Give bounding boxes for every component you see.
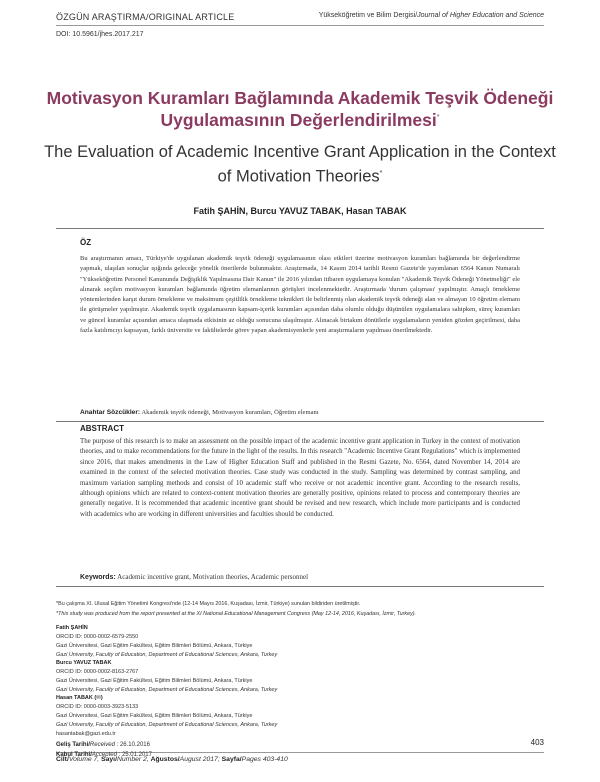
title-english: The Evaluation of Academic Incentive Grant Application in the Context of Motivation Theories*	[44, 143, 556, 186]
abstract-en-heading: ABSTRACT	[80, 424, 124, 433]
affiliation-author-1: Fatih ŞAHİN ORCID ID: 0000-0002-6579-2550 Gazi Üniversitesi, Gazi Eğitim Fakültesi, Eğitim Bilimleri Bölümü, Ankara, Türkiye Gazi University, Faculty of Education, Department of Educational Sciences, Ankara, Turkey	[56, 625, 278, 658]
abstract-en-body: The purpose of this research is to make an assessment on the possible impact of the academic incentive grant application in Turkey in the context of motivation theories, and to make recommendations for the future in the light of the results. In this research "Academic Incentive Grant Regulations" which is implemented since 2016, that makes amendments in the Law of Higher Education Staff and published in the Resmi Gazete, No. 6564, dated November 14, 2014 are examined in the context of the selected motivation theories. Case study was conducted in the study. Sampling was determined by contrast sampling, and maximum variation sampling methods and consist of 10 academic staff who receive or not academic incentive grant. According to the research results, although opinions which are related to context-content motivation theories are generally positive, opinions related to process and contemporary theories are generally negative. It is recommended that academic incentive grant should be revised and new research, which include more participants and is conducted with academics who are working in different universities and faculties should be conducted.	[80, 438, 520, 518]
title-footnote-mark: *	[436, 114, 440, 121]
affiliation-author-2: Burcu YAVUZ TABAK ORCID ID: 0000-0002-8163-2767 Gazi Üniversitesi, Gazi Eğitim Fakültesi, Eğitim Bilimleri Bölümü, Ankara, Türkiye Gazi University, Faculty of Education, Department of Educational Sciences, Ankara, Turkey	[56, 660, 278, 693]
abstract-tr-heading: ÖZ	[80, 238, 92, 247]
received-date: Geliş Tarihi/Received : 26.10.2016	[56, 742, 150, 748]
title-turkish: Motivasyon Kuramları Bağlamında Akademik Teşvik Ödeneği Uygulamasının Değerlendirilmesi*	[46, 88, 554, 130]
accepted-date: Kabul Tarihi/Accepted : 25.01.2017	[56, 751, 152, 758]
footer-volume-info: Cilt/Volume 7, Sayı/Number 2, Ağustos/August 2017; Sayfa/Pages 403-410	[56, 756, 288, 763]
author-list: Fatih ŞAHİN, Burcu YAVUZ TABAK, Hasan TABAK	[193, 206, 407, 216]
title-footnote-mark-en: *	[379, 170, 383, 177]
corresponding-email[interactable]: hasantabak@gazi.edu.tr	[56, 731, 116, 737]
abstract-tr-body: Bu araştırmanın amacı, Türkiye'de uygulanan akademik teşvik ödeneği uygulamasının olası etkileri üzerine motivasyon kuramları bağlamında bir değerlendirme yapmak, ulaşılan sonuçlar ışığında geleceğe yönelik önerilerde bulunmaktır. Araştırmada, 14 Kasım 2014 tarihli Resmi Gazete'de yayımlanan 6564 Kanun Numaralı "Yükseköğretim Personel Kanununda Değişiklik Yapılmasına Dair Kanun" ile 2016 yılından itibaren uygulamaya konulan "Akademik Teşvik Ödeneği Yönetmeliği" ele alınarak seçilen motivasyon kuramları bağlamında öğretim elemanlarının görüşleri incelenmektedir. Araştırmada 'durum çalışması' yapılmıştır. Amaçlı örnekleme yöntemlerinden karşıt durum örnekleme ve maksimum çeşitlilik örnekleme teknikleri ile belirlenmiş olan akademik teşvik ödeneği alan ve almayan 10 öğretim elemanı ile görüşmeler yapılmıştır. Akademik teşvik uygulamasının kapsam-içerik kuramları açısından daha olumlu olduğu düşünülen uygulamalara sahipken, süreç kuramları ve güncel kuramlar açısından amaca ulaşmada etkisinin az olduğu sonucuna ulaşılmıştır. Alınacak birtakım dönütlerle uygulamaların yeniden gözden geçirilmesi, daha fazla katılımcıyı kapsayan, farklı üniversite ve fakültelerde görev yapan akademisyenlerle yeni araştırmaların yapılması önerilmektedir.	[80, 255, 520, 335]
affiliation-author-3: Hasan TABAK (✉) ORCID ID: 0000-0003-3923-5133 Gazi Üniversitesi, Gazi Eğitim Fakültesi, Eğitim Bilimleri Bölümü, Ankara, Türkiye Gazi University, Faculty of Education, Department of Educational Sciences, Ankara, Turkey hasantabak@gazi.edu.tr	[56, 695, 278, 737]
article-dates	[56, 741, 152, 760]
abstract-divider-top	[56, 228, 544, 229]
abstract-divider-bottom	[56, 586, 544, 587]
doi-link[interactable]: DOI: 10.5961/jhes.2017.217	[56, 31, 144, 38]
abstract-divider-middle	[56, 421, 544, 422]
page-number: 403	[530, 738, 544, 747]
header-divider	[56, 25, 544, 26]
footnote-en: *This study was produced from the report presented at the XI National Educational Management Congress (May 12-14, 2016, Kuşadası, İzmir, Turkey).	[56, 611, 417, 617]
footnote-tr: *Bu çalışma XI. Ulusal Eğitim Yönetimi Kongresi'nde (12-14 Mayıs 2016, Kuşadası, İzmir, Türkiye) sunulan bildiriden üretilmiştir.	[56, 601, 361, 607]
keywords-en: Keywords: Academic incentive grant, Motivation theories, Academic personnel	[80, 573, 309, 581]
keywords-tr: Anahtar Sözcükler: Akademik teşvik ödeneği, Motivasyon kuramları, Öğretim elemanı	[80, 409, 319, 416]
article-type-label: ÖZGÜN ARAŞTIRMA/ORIGINAL ARTICLE	[56, 12, 235, 22]
journal-name: Yükseköğretim ve Bilim Dergisi/Journal of Higher Education and Science	[318, 12, 544, 19]
